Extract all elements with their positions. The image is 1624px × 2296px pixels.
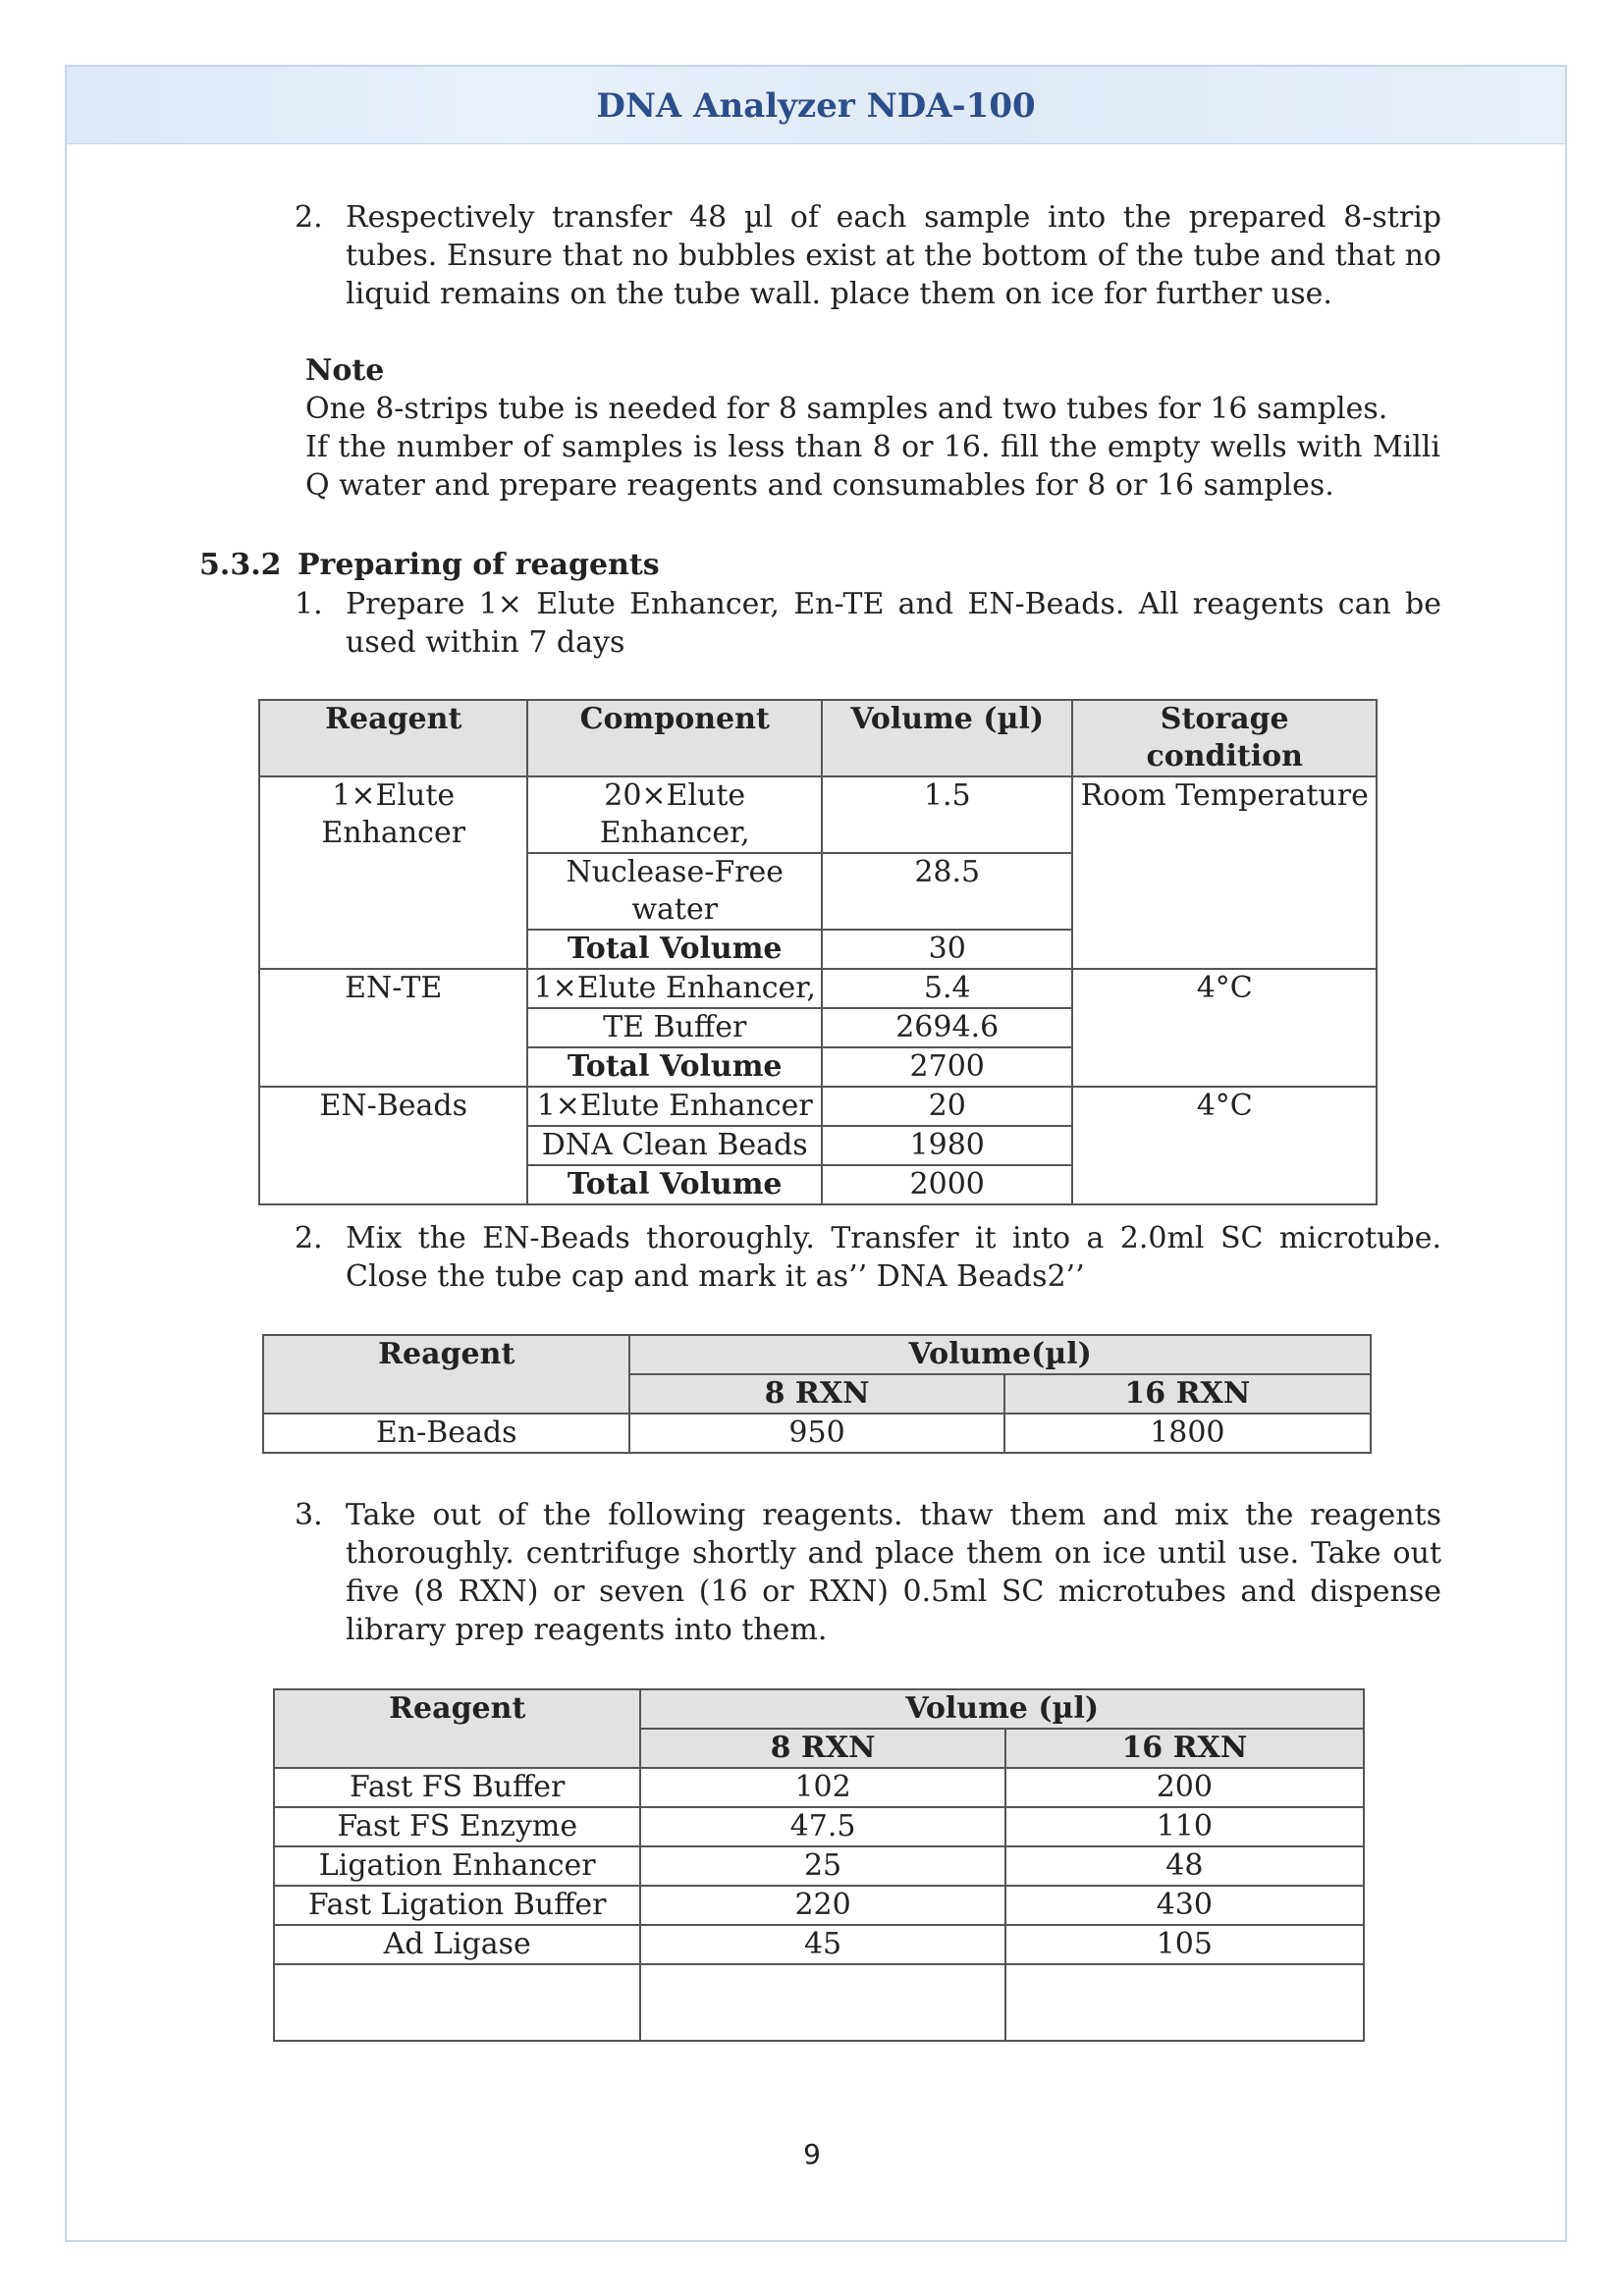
section-number: 5.3.2	[199, 548, 282, 582]
storage-cell: 4°C	[1072, 969, 1377, 1087]
table-row	[274, 1925, 1364, 1964]
reagent-cell: Ad Ligase	[274, 1925, 640, 1964]
volume-cell	[1005, 1964, 1364, 2041]
step-number: 3.	[295, 1498, 323, 1532]
volume-cell: 20	[822, 1087, 1072, 1126]
page-number: 9	[803, 2138, 821, 2170]
volume-cell: 430	[1005, 1886, 1364, 1925]
step-item	[295, 198, 1441, 313]
volume-cell: 110	[1005, 1807, 1364, 1846]
column-header: Reagent	[259, 700, 527, 776]
table-row	[274, 1768, 1364, 1807]
table-header-row	[259, 700, 1377, 776]
table-row	[274, 1964, 1364, 2041]
storage-cell: 4°C	[1072, 1087, 1377, 1204]
reagent-cell: Fast Ligation Buffer	[274, 1886, 640, 1925]
column-header: Reagent	[263, 1335, 629, 1414]
volume-cell: 2694.6	[822, 1008, 1072, 1047]
reagent-cell: Fast FS Buffer	[274, 1768, 640, 1807]
step-item	[295, 585, 1441, 662]
volume-cell: 30	[822, 930, 1072, 969]
volume-cell: 25	[640, 1846, 1004, 1886]
volume-cell: 2000	[822, 1165, 1072, 1204]
reagent-cell	[274, 1964, 640, 2041]
volume-cell: 1800	[1004, 1414, 1371, 1453]
volume-cell: 48	[1005, 1846, 1364, 1886]
reagent-cell: EN-Beads	[259, 1087, 527, 1204]
volume-cell: 2700	[822, 1047, 1072, 1087]
component-cell: Total Volume	[527, 1165, 822, 1204]
table-header-row	[263, 1335, 1371, 1374]
component-cell: Total Volume	[527, 930, 822, 969]
column-header: 8 RXN	[640, 1729, 1004, 1768]
volume-cell	[640, 1964, 1004, 2041]
table-row	[259, 1087, 1377, 1126]
step-item	[295, 1219, 1441, 1296]
table-row	[259, 969, 1377, 1008]
component-cell: 20×Elute Enhancer,	[527, 776, 822, 853]
column-header: Volume (µl)	[822, 700, 1072, 776]
column-header: 16 RXN	[1005, 1729, 1364, 1768]
volume-cell: 105	[1005, 1925, 1364, 1964]
column-header: 16 RXN	[1004, 1374, 1371, 1414]
table-header-row	[274, 1689, 1364, 1729]
component-cell: TE Buffer	[527, 1008, 822, 1047]
component-cell: Nuclease-Free water	[527, 853, 822, 930]
reagent-cell: En-Beads	[263, 1414, 629, 1453]
step-text: Prepare 1× Elute Enhancer, En-TE and EN-Beads. All reagents can be used within 7 days	[346, 587, 1441, 660]
step-item	[295, 1496, 1441, 1649]
reagent-cell: 1×Elute Enhancer	[259, 776, 527, 969]
volume-cell: 5.4	[822, 969, 1072, 1008]
section-heading	[199, 546, 660, 584]
note-heading: Note	[305, 353, 385, 388]
step-number: 1.	[295, 587, 323, 621]
component-cell: 1×Elute Enhancer,	[527, 969, 822, 1008]
note-line: If the number of samples is less than 8 or 16. fill the empty wells with Milli Q water and prepare reagents and consumables for 8 or 16 samples.	[305, 430, 1440, 503]
table-row	[274, 1807, 1364, 1846]
column-header: Volume(µl)	[629, 1335, 1371, 1374]
volume-cell: 28.5	[822, 853, 1072, 930]
volume-cell: 1980	[822, 1126, 1072, 1165]
reagent-table	[258, 699, 1378, 1205]
column-header: Storage condition	[1072, 700, 1377, 776]
step-number: 2.	[295, 1221, 323, 1255]
volume-table	[262, 1334, 1372, 1454]
step-text: Mix the EN-Beads thoroughly. Transfer it into a 2.0ml SC microtube. Close the tube cap and mark it as’’ DNA Beads2’’	[346, 1221, 1441, 1294]
volume-cell: 102	[640, 1768, 1004, 1807]
reagent-cell: Fast FS Enzyme	[274, 1807, 640, 1846]
document-title: DNA Analyzer NDA-100	[596, 86, 1036, 126]
volume-cell: 1.5	[822, 776, 1072, 853]
table-row	[274, 1886, 1364, 1925]
volume-table	[273, 1688, 1365, 2042]
step-number: 2.	[295, 200, 323, 235]
reagent-cell: Ligation Enhancer	[274, 1846, 640, 1886]
volume-cell: 200	[1005, 1768, 1364, 1807]
page-header	[67, 67, 1565, 144]
column-header: Reagent	[274, 1689, 640, 1768]
step-text: Respectively transfer 48 µl of each sample into the prepared 8-strip tubes. Ensure that no bubbles exist at the bottom of the tube and that no liquid remains on the tube wall. place them on ice for further use.	[346, 200, 1441, 311]
component-cell: Total Volume	[527, 1047, 822, 1087]
volume-cell: 45	[640, 1925, 1004, 1964]
column-header: Volume (µl)	[640, 1689, 1364, 1729]
column-header: 8 RXN	[629, 1374, 1003, 1414]
volume-cell: 220	[640, 1886, 1004, 1925]
step-text: Take out of the following reagents. thaw them and mix the reagents thoroughly. centrifuge shortly and place them on ice until use. Take out five (8 RXN) or seven (16 or RXN) 0.5ml SC microtubes and dispense library prep reagents into them.	[346, 1498, 1441, 1647]
table-row	[259, 776, 1377, 853]
volume-cell: 950	[629, 1414, 1003, 1453]
table-row	[263, 1414, 1371, 1453]
component-cell: DNA Clean Beads	[527, 1126, 822, 1165]
reagent-cell: EN-TE	[259, 969, 527, 1087]
section-title: Preparing of reagents	[298, 548, 660, 582]
note-line: One 8-strips tube is needed for 8 samples and two tubes for 16 samples.	[305, 392, 1388, 426]
table-row	[274, 1846, 1364, 1886]
component-cell: 1×Elute Enhancer	[527, 1087, 822, 1126]
column-header: Component	[527, 700, 822, 776]
note-block	[305, 351, 1440, 505]
volume-cell: 47.5	[640, 1807, 1004, 1846]
storage-cell: Room Temperature	[1072, 776, 1377, 969]
